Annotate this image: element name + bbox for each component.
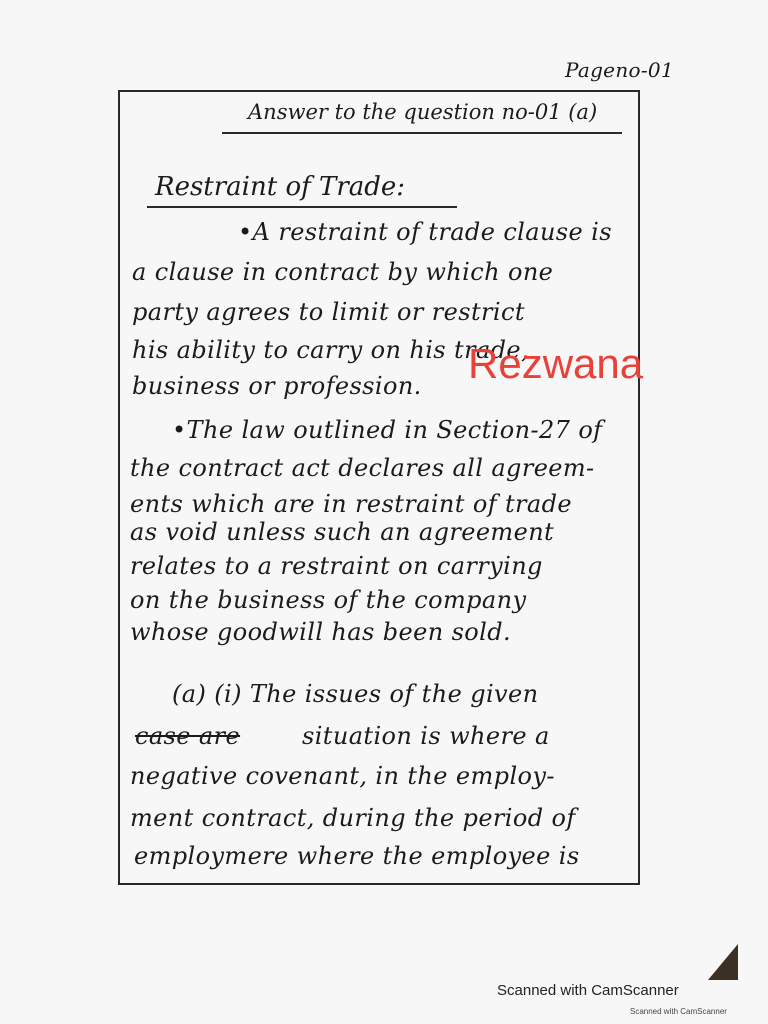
scanner-watermark: Scanned with CamScanner [497,982,679,999]
answer-heading: Answer to the question no-01 (a) [248,100,598,124]
text-line: on the business of the company [130,586,527,614]
text-line: his ability to carry on his trade, [132,336,530,364]
scanner-watermark-small: Scanned with CamScanner [630,1007,727,1016]
heading-underline [222,132,622,134]
text-line: the contract act declares all agreem- [130,454,595,482]
text-line: ment contract, during the period of [130,804,576,832]
text-line: situation is where a [302,722,550,750]
text-line: ents which are in restraint of trade [130,490,573,518]
text-line: whose goodwill has been sold. [130,618,512,646]
text-line: relates to a restraint on carrying [130,552,543,580]
section-subheading: Restraint of Trade: [155,172,406,202]
subheading-underline [147,206,457,208]
text-line: •A restraint of trade clause is [238,218,612,246]
text-line: business or profession. [132,372,422,400]
page-corner-fold [708,944,738,980]
text-line: employmere where the employee is [134,842,580,870]
text-line: a clause in contract by which one [132,258,554,286]
text-line: as void unless such an agreement [130,518,555,546]
page-number: Pageno-01 [565,58,674,82]
text-line: party agrees to limit or restrict [132,298,525,326]
struck-text: case are [135,722,241,750]
watermark-signature: Rezwana [468,340,644,387]
text-line: (a) (i) The issues of the given [172,680,539,708]
text-line: •The law outlined in Section-27 of [172,416,603,444]
text-line: negative covenant, in the employ- [130,762,555,790]
